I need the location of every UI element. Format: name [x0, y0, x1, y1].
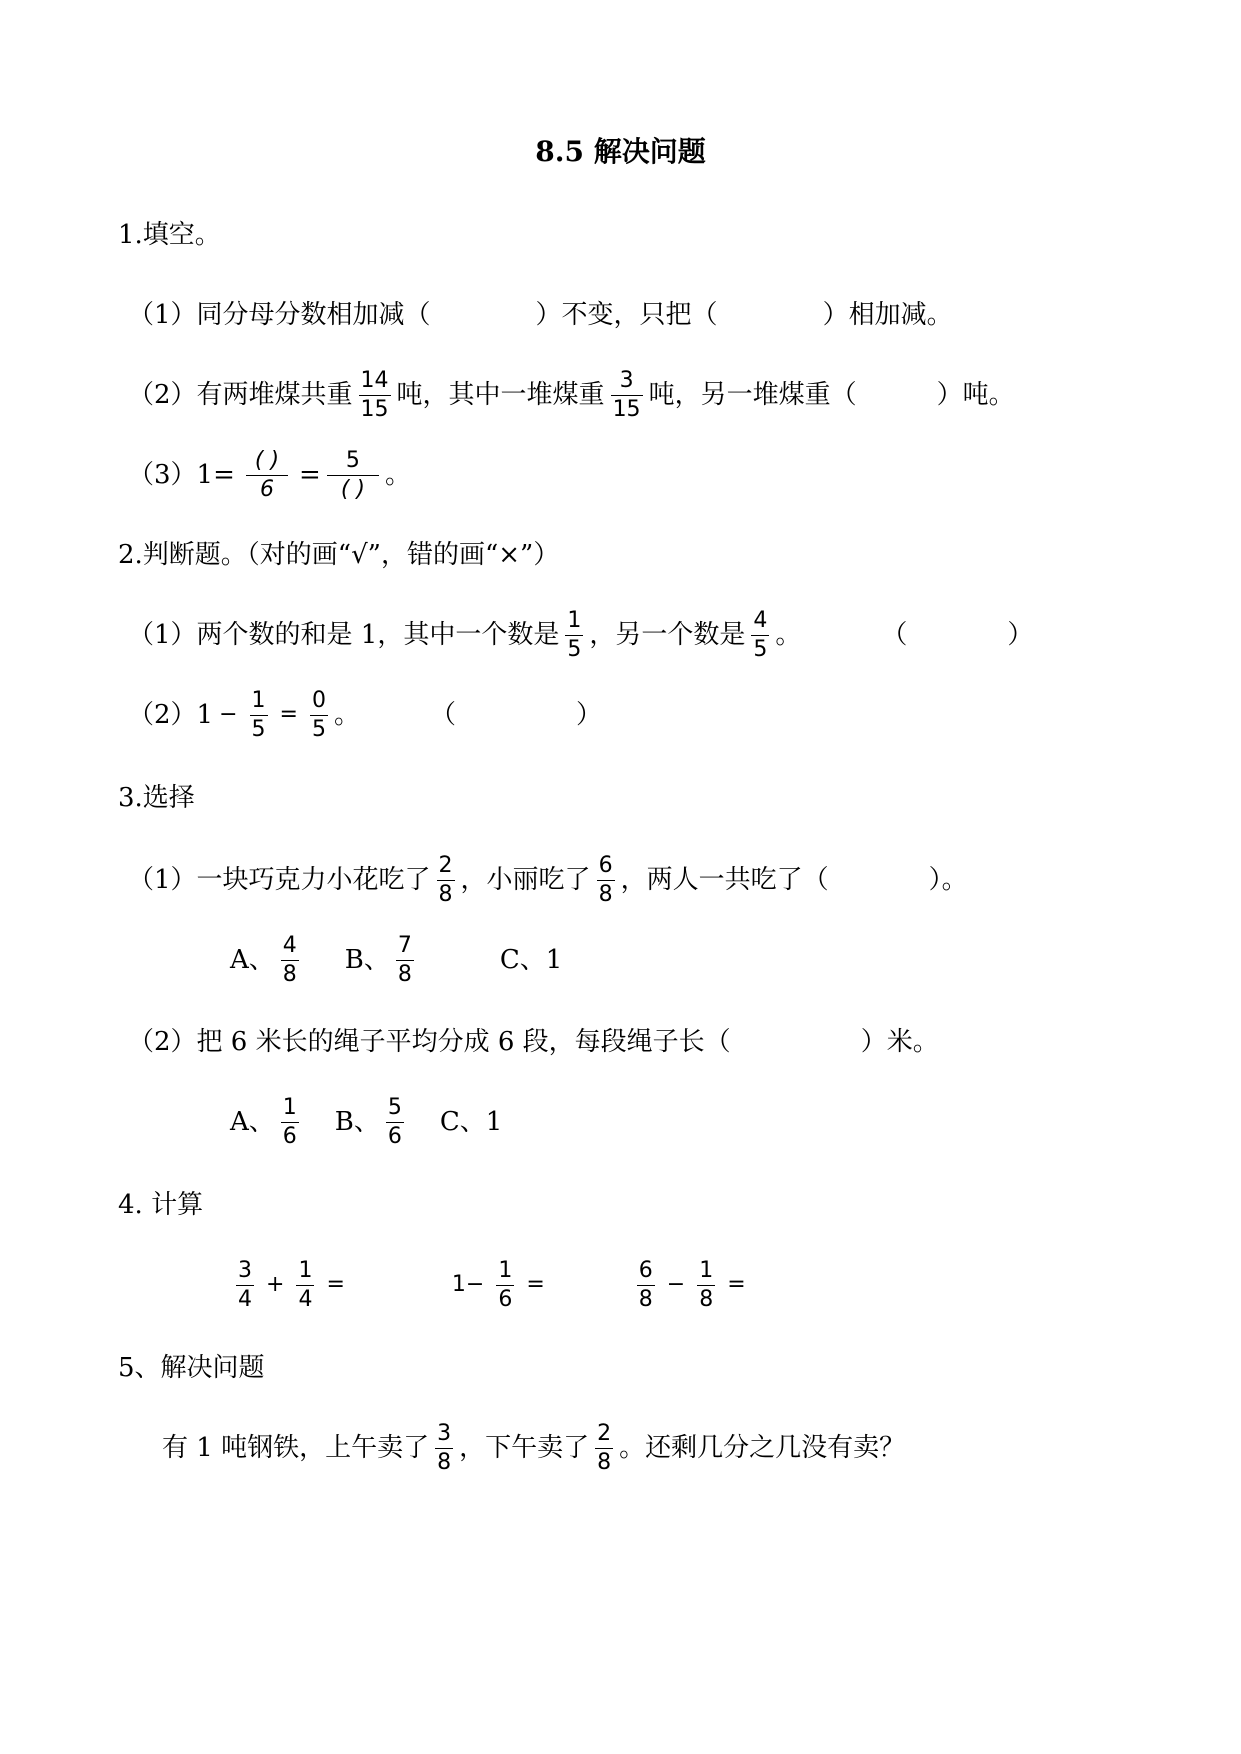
s2-q2-line — [0, 675, 1241, 755]
fraction-numerator: 1 — [498, 1257, 513, 1283]
fraction-denominator: 6 — [498, 1286, 513, 1312]
fraction-numerator: 4 — [282, 932, 297, 958]
fraction-denominator: 5 — [311, 716, 326, 742]
fraction-denominator: 5 — [567, 636, 582, 662]
s1-q1-text-2: ）不变，只把（ — [535, 300, 718, 330]
s5-q-line — [0, 1408, 1241, 1488]
s3-q1-line — [0, 840, 1241, 920]
section-3-heading: 3.选择 — [118, 783, 195, 813]
s1-q3-text-2: = — [299, 460, 321, 490]
fraction-numerator: 6 — [598, 852, 613, 878]
option-c: C、1 — [499, 945, 563, 975]
expr-3-fraction-2 — [697, 1257, 715, 1312]
minus-sign: − — [666, 1272, 686, 1297]
s3-q2-text-2: ）米。 — [860, 1027, 939, 1057]
plus-sign: + — [266, 1272, 285, 1297]
fraction-numerator: 14 — [360, 367, 389, 393]
fraction-denominator: 8 — [638, 1286, 653, 1312]
s4-expressions-line — [0, 1245, 1241, 1325]
s1-q3-fraction-2 — [327, 447, 379, 502]
section-5-heading: 5、解决问题 — [118, 1353, 265, 1383]
fraction-numerator: 2 — [597, 1420, 612, 1446]
fraction-numerator: 7 — [397, 932, 412, 958]
s2-q1-bracket-close: ） — [1007, 620, 1034, 650]
option-a-label: A、 — [230, 945, 275, 975]
s2-q1-fraction-1 — [565, 607, 583, 662]
equals-sign: = — [727, 1272, 746, 1297]
fraction-denominator: 8 — [699, 1286, 714, 1312]
section-1-heading-line — [0, 195, 1241, 275]
s3-q2-text-1: （2）把 6 米长的绳子平均分成 6 段，每段绳子长（ — [128, 1027, 731, 1057]
fraction-numerator: 5 — [345, 447, 360, 473]
fraction-numerator: 3 — [238, 1257, 252, 1283]
fraction-numerator: 1 — [282, 1094, 297, 1120]
fraction-denominator: 8 — [437, 1449, 452, 1475]
s2-q1-bracket-open: （ — [881, 620, 908, 650]
fraction-numerator: 6 — [638, 1257, 653, 1283]
equals-sign: = — [279, 702, 298, 727]
fraction-denominator: 5 — [251, 716, 266, 742]
page-title-line — [0, 112, 1241, 192]
s2-q1-text-3: 。 — [775, 620, 802, 650]
fraction-numerator: 5 — [387, 1094, 402, 1120]
s1-q2-text-2: 吨，其中一堆煤重 — [396, 380, 605, 410]
fraction-numerator: 1 — [699, 1257, 714, 1283]
fraction-denominator: 8 — [438, 881, 453, 907]
s3-q2-options-line — [0, 1082, 1241, 1162]
s3-q1-fraction-2 — [597, 852, 615, 907]
expr-3-fraction-1 — [637, 1257, 655, 1312]
s1-q2-fraction-2 — [611, 367, 643, 422]
s3-q1-text-2: ，小丽吃了 — [460, 865, 591, 895]
s1-q2-line — [0, 355, 1241, 435]
option-a-fraction — [281, 1094, 299, 1149]
s1-q1-text-3: ）相加减。 — [822, 300, 953, 330]
fraction-denominator: 4 — [298, 1286, 313, 1312]
option-b-label: B、 — [344, 945, 390, 975]
fraction-denominator: 8 — [598, 881, 613, 907]
s2-q2-bracket-close: ） — [576, 700, 603, 730]
fraction-numerator: 2 — [438, 852, 453, 878]
s1-q3-line — [0, 435, 1241, 515]
section-2-heading-line — [0, 515, 1241, 595]
minus-sign: − — [219, 702, 238, 727]
section-5-heading-line — [0, 1328, 1241, 1408]
s2-q2-fraction-2 — [310, 687, 328, 742]
page-title: 8.5 解决问题 — [535, 135, 706, 168]
option-b-label: B、 — [334, 1107, 380, 1137]
fraction-numerator: 3 — [437, 1420, 452, 1446]
fraction-numerator: 1 — [298, 1257, 313, 1283]
section-4-heading-line — [0, 1165, 1241, 1245]
s3-q1-fraction-1 — [437, 852, 455, 907]
equals-sign: = — [326, 1272, 345, 1297]
s3-q1-text-3: ，两人一共吃了（ — [620, 865, 829, 895]
s1-q3-fraction-1 — [241, 447, 293, 502]
s1-q2-fraction-1 — [359, 367, 391, 422]
fraction-denominator: 15 — [612, 396, 641, 422]
s5-q-text-1: 有 1 吨钢铁，上午卖了 — [162, 1433, 430, 1463]
s1-q1-line — [0, 275, 1241, 355]
equals-sign: = — [526, 1272, 545, 1297]
s1-q3-text-1: （3）1= — [128, 460, 235, 490]
fraction-numerator: 4 — [753, 607, 768, 633]
s2-q1-fraction-2 — [751, 607, 769, 662]
s2-q1-text-1: （1）两个数的和是 1，其中一个数是 — [128, 620, 560, 650]
s1-q3-text-3: 。 — [385, 460, 412, 490]
option-b-fraction — [386, 1094, 404, 1149]
expr-2-lead: 1− — [451, 1272, 485, 1297]
fraction-numerator: 1 — [251, 687, 266, 713]
s3-q1-text-4: ）。 — [928, 865, 968, 895]
fraction-denominator: 6 — [387, 1123, 402, 1149]
option-a-fraction — [281, 932, 299, 987]
fraction-denominator: 4 — [238, 1286, 252, 1312]
s1-q2-text-1: （2）有两堆煤共重 — [128, 380, 353, 410]
s1-q2-text-3: 吨，另一堆煤重（ — [648, 380, 857, 410]
s5-q-text-2: ，下午卖了 — [459, 1433, 590, 1463]
s5-q-fraction-2 — [595, 1420, 613, 1475]
s2-q2-text-2: 。 — [333, 700, 360, 730]
fraction-denominator: 5 — [753, 636, 768, 662]
s2-q2-fraction-1 — [250, 687, 268, 742]
option-a-label: A、 — [230, 1107, 275, 1137]
s5-q-fraction-1 — [435, 1420, 453, 1475]
section-1-heading: 1.填空。 — [118, 220, 221, 250]
fraction-numerator: 1 — [567, 607, 582, 633]
s2-q1-text-2: ，另一个数是 — [589, 620, 746, 650]
s2-q1-line — [0, 595, 1241, 675]
s3-q1-text-1: （1）一块巧克力小花吃了 — [128, 865, 431, 895]
fraction-denominator: 8 — [397, 961, 412, 987]
fraction-denominator: 8 — [282, 961, 297, 987]
section-2-heading: 2.判断题。（对的画“√”，错的画“×”） — [118, 540, 560, 570]
expr-1-fraction-1 — [236, 1257, 254, 1312]
expr-2-fraction-1 — [496, 1257, 514, 1312]
s3-q2-line — [0, 1002, 1241, 1082]
fraction-numerator: 0 — [311, 687, 326, 713]
s2-q2-text-1: （2）1 — [128, 700, 214, 730]
fraction-denominator: 6 — [282, 1123, 297, 1149]
option-c: C、1 — [439, 1107, 503, 1137]
s5-q-text-3: 。还剩几分之几没有卖？ — [619, 1433, 906, 1463]
s2-q2-bracket-open: （ — [429, 700, 456, 730]
expr-1-fraction-2 — [296, 1257, 314, 1312]
s1-q2-text-4: ）吨。 — [936, 380, 1015, 410]
fraction-denominator: 15 — [360, 396, 389, 422]
section-4-heading: 4. 计算 — [118, 1190, 204, 1220]
fraction-denominator: 6 — [246, 475, 288, 501]
fraction-denominator: ( ) — [327, 475, 379, 501]
option-b-fraction — [396, 932, 414, 987]
fraction-numerator: 3 — [619, 367, 634, 393]
fraction-numerator: ( ) — [254, 447, 280, 473]
s3-q1-options-line — [0, 920, 1241, 1000]
fraction-denominator: 8 — [597, 1449, 612, 1475]
s1-q1-text-1: （1）同分母分数相加减（ — [128, 300, 431, 330]
section-3-heading-line — [0, 758, 1241, 838]
